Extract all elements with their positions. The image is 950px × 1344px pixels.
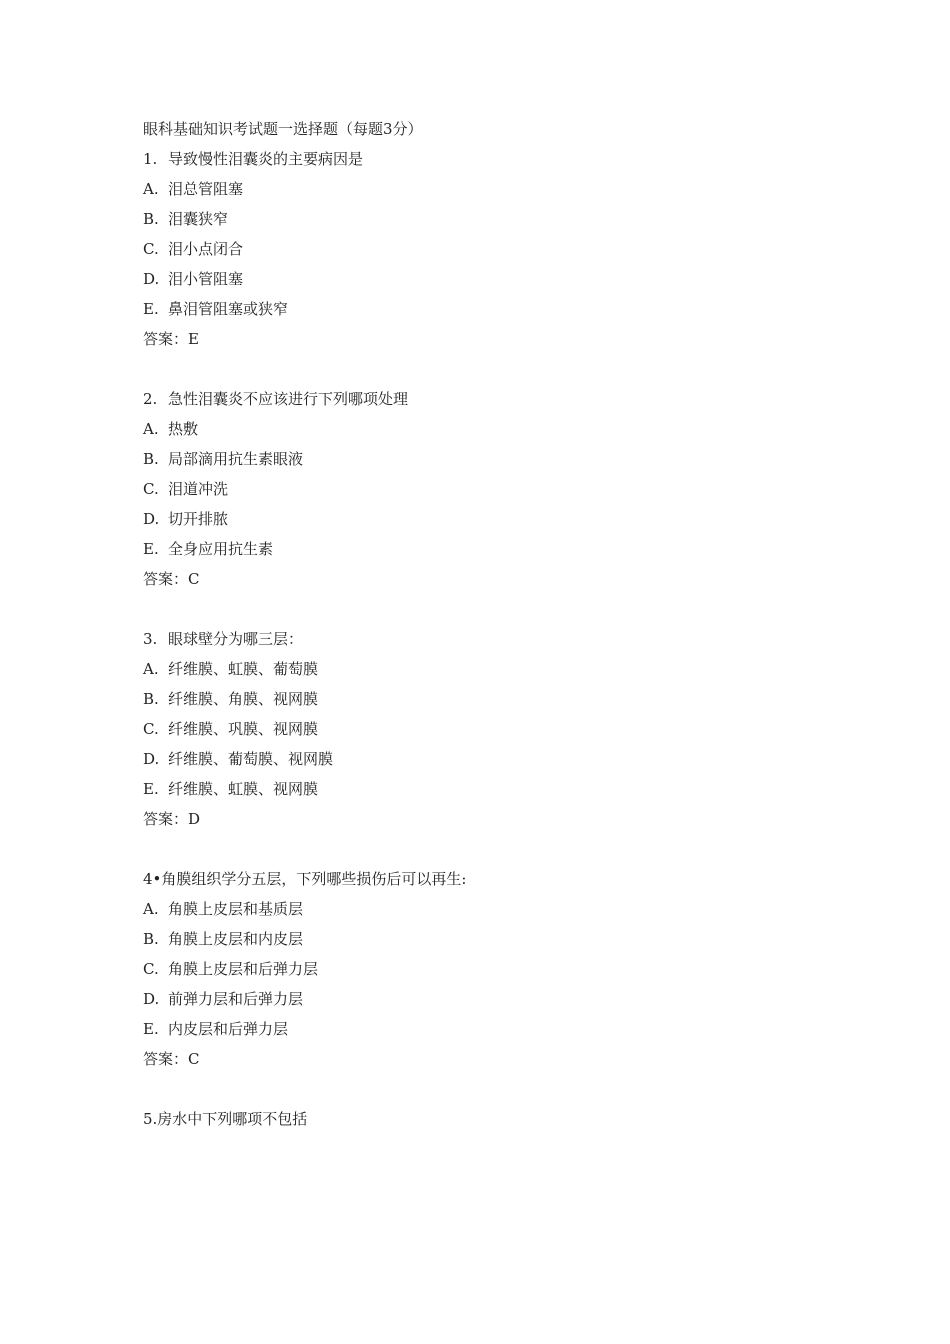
question-line: 5.房水中下列哪项不包括 (143, 1110, 308, 1128)
option-text: 角膜上皮层和后弹力层 (168, 960, 319, 978)
option-text: 切开排脓 (168, 510, 229, 528)
option-line (143, 984, 843, 1014)
option-text: 泪道冲洗 (168, 480, 229, 498)
answer-line: 答案：C (143, 570, 200, 588)
question-block (143, 384, 843, 594)
option-text: 泪小管阻塞 (168, 270, 244, 288)
answer-line: 答案：C (143, 1050, 200, 1068)
option-text: 热敷 (168, 420, 199, 438)
question-line (143, 624, 843, 654)
option-text: 纤维膜、虹膜、视网膜 (168, 780, 319, 798)
question-number: 4• (143, 870, 162, 888)
option-letter: E. (143, 780, 159, 798)
spacer (143, 594, 843, 624)
question-line (143, 864, 843, 894)
option-letter: A. (143, 420, 159, 438)
option-line (143, 744, 843, 774)
option-line (143, 204, 843, 234)
option-text: 纤维膜、巩膜、视网膜 (168, 720, 319, 738)
option-letter: A. (143, 900, 159, 918)
option-line (143, 174, 843, 204)
option-text: 纤维膜、葡萄膜、视网膜 (168, 750, 334, 768)
option-letter: B. (143, 930, 159, 948)
question-block (143, 624, 843, 834)
option-line (143, 294, 843, 324)
option-line (143, 894, 843, 924)
question-text: 眼球壁分为哪三层： (168, 630, 304, 648)
question-block (143, 864, 843, 1074)
option-text: 泪小点闭合 (168, 240, 244, 258)
option-text: 泪总管阻塞 (168, 180, 244, 198)
question-block (143, 144, 843, 354)
option-text: 泪囊狭窄 (168, 210, 229, 228)
spacer (143, 834, 843, 864)
option-text: 局部滴用抗生素眼液 (168, 450, 304, 468)
option-letter: E. (143, 300, 159, 318)
document-title: 眼科基础知识考试题一选择题（每题3分） (143, 120, 423, 138)
option-letter: E. (143, 1020, 159, 1038)
option-letter: B. (143, 690, 159, 708)
option-line (143, 414, 843, 444)
option-letter: D. (143, 270, 160, 288)
spacer (143, 354, 843, 384)
answer-line: 答案：E (143, 330, 199, 348)
spacer (143, 1074, 843, 1104)
question-number: 2. (143, 390, 158, 408)
question-line (143, 144, 843, 174)
option-letter: D. (143, 990, 160, 1008)
option-line (143, 714, 843, 744)
option-letter: B. (143, 210, 159, 228)
option-text: 角膜上皮层和内皮层 (168, 930, 304, 948)
option-text: 纤维膜、角膜、视网膜 (168, 690, 319, 708)
question-text: 导致慢性泪囊炎的主要病因是 (168, 150, 364, 168)
question-text: 急性泪囊炎不应该进行下列哪项处理 (168, 390, 409, 408)
option-line (143, 774, 843, 804)
answer-line: 答案：D (143, 810, 201, 828)
option-text: 内皮层和后弹力层 (168, 1020, 289, 1038)
option-letter: A. (143, 660, 159, 678)
question-number: 1. (143, 150, 158, 168)
option-line (143, 444, 843, 474)
option-line (143, 684, 843, 714)
option-letter: E. (143, 540, 159, 558)
question-number: 3. (143, 630, 158, 648)
document-page (143, 114, 843, 1134)
option-letter: C. (143, 720, 159, 738)
option-text: 鼻泪管阻塞或狭窄 (168, 300, 289, 318)
option-letter: C. (143, 960, 159, 978)
option-text: 角膜上皮层和基质层 (168, 900, 304, 918)
option-line (143, 234, 843, 264)
option-line (143, 474, 843, 504)
option-letter: B. (143, 450, 159, 468)
option-letter: D. (143, 750, 160, 768)
option-letter: D. (143, 510, 160, 528)
option-line (143, 1014, 843, 1044)
option-line (143, 654, 843, 684)
option-line (143, 264, 843, 294)
option-letter: C. (143, 480, 159, 498)
option-text: 纤维膜、虹膜、葡萄膜 (168, 660, 319, 678)
option-letter: A. (143, 180, 159, 198)
option-line (143, 534, 843, 564)
option-letter: C. (143, 240, 159, 258)
option-text: 全身应用抗生素 (168, 540, 274, 558)
option-line (143, 924, 843, 954)
question-line (143, 384, 843, 414)
option-line (143, 954, 843, 984)
option-line (143, 504, 843, 534)
question-text: 角膜组织学分五层，下列哪些损伤后可以再生: (161, 870, 467, 888)
option-text: 前弹力层和后弹力层 (168, 990, 304, 1008)
